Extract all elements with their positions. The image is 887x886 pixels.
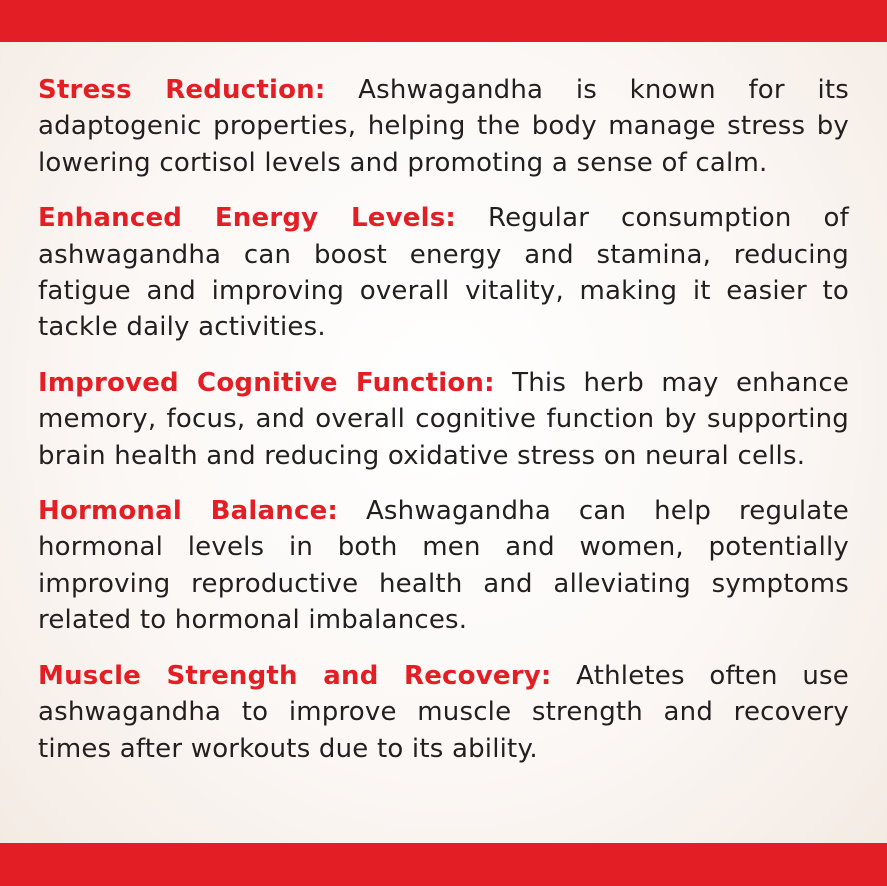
benefit-text: Ashwagandha is known for its adaptogenic properties, helping the body manage stress by lowering cortisol levels and promoting a sense of calm. [38,75,850,178]
benefit-muscle-strength [38,658,849,767]
benefit-text: Ashwagandha can help regulate hormonal levels in both men and women, potentially improving reproductive health and alleviating symptoms related to hormonal imbalances. [38,496,850,636]
benefit-heading: Hormonal Balance: [38,496,339,527]
benefit-energy-levels [38,200,849,346]
benefit-text: This herb may enhance memory, focus, and overall cognitive function by supporting brain health and reducing oxidative stress on neural cells. [38,367,850,471]
benefit-heading: Stress Reduction: [38,75,326,105]
benefit-heading: Muscle Strength and Recovery: [38,660,552,691]
benefit-text: Athletes often use ashwagandha to improve muscle strength and recovery times after workouts due to its ability. [38,660,850,764]
top-red-band [0,0,887,42]
benefit-text: Regular consumption of ashwagandha can boost energy and stamina, reducing fatigue and improving overall vitality, making it easier to tackle daily activities. [38,203,849,343]
benefit-hormonal-balance [38,493,849,639]
benefit-cognitive-function [38,365,849,474]
bottom-red-band [0,843,887,886]
benefits-list [38,72,849,767]
benefit-heading: Enhanced Energy Levels: [38,203,457,234]
benefit-stress-reduction [38,72,849,181]
benefit-heading: Improved Cognitive Function: [38,367,495,398]
